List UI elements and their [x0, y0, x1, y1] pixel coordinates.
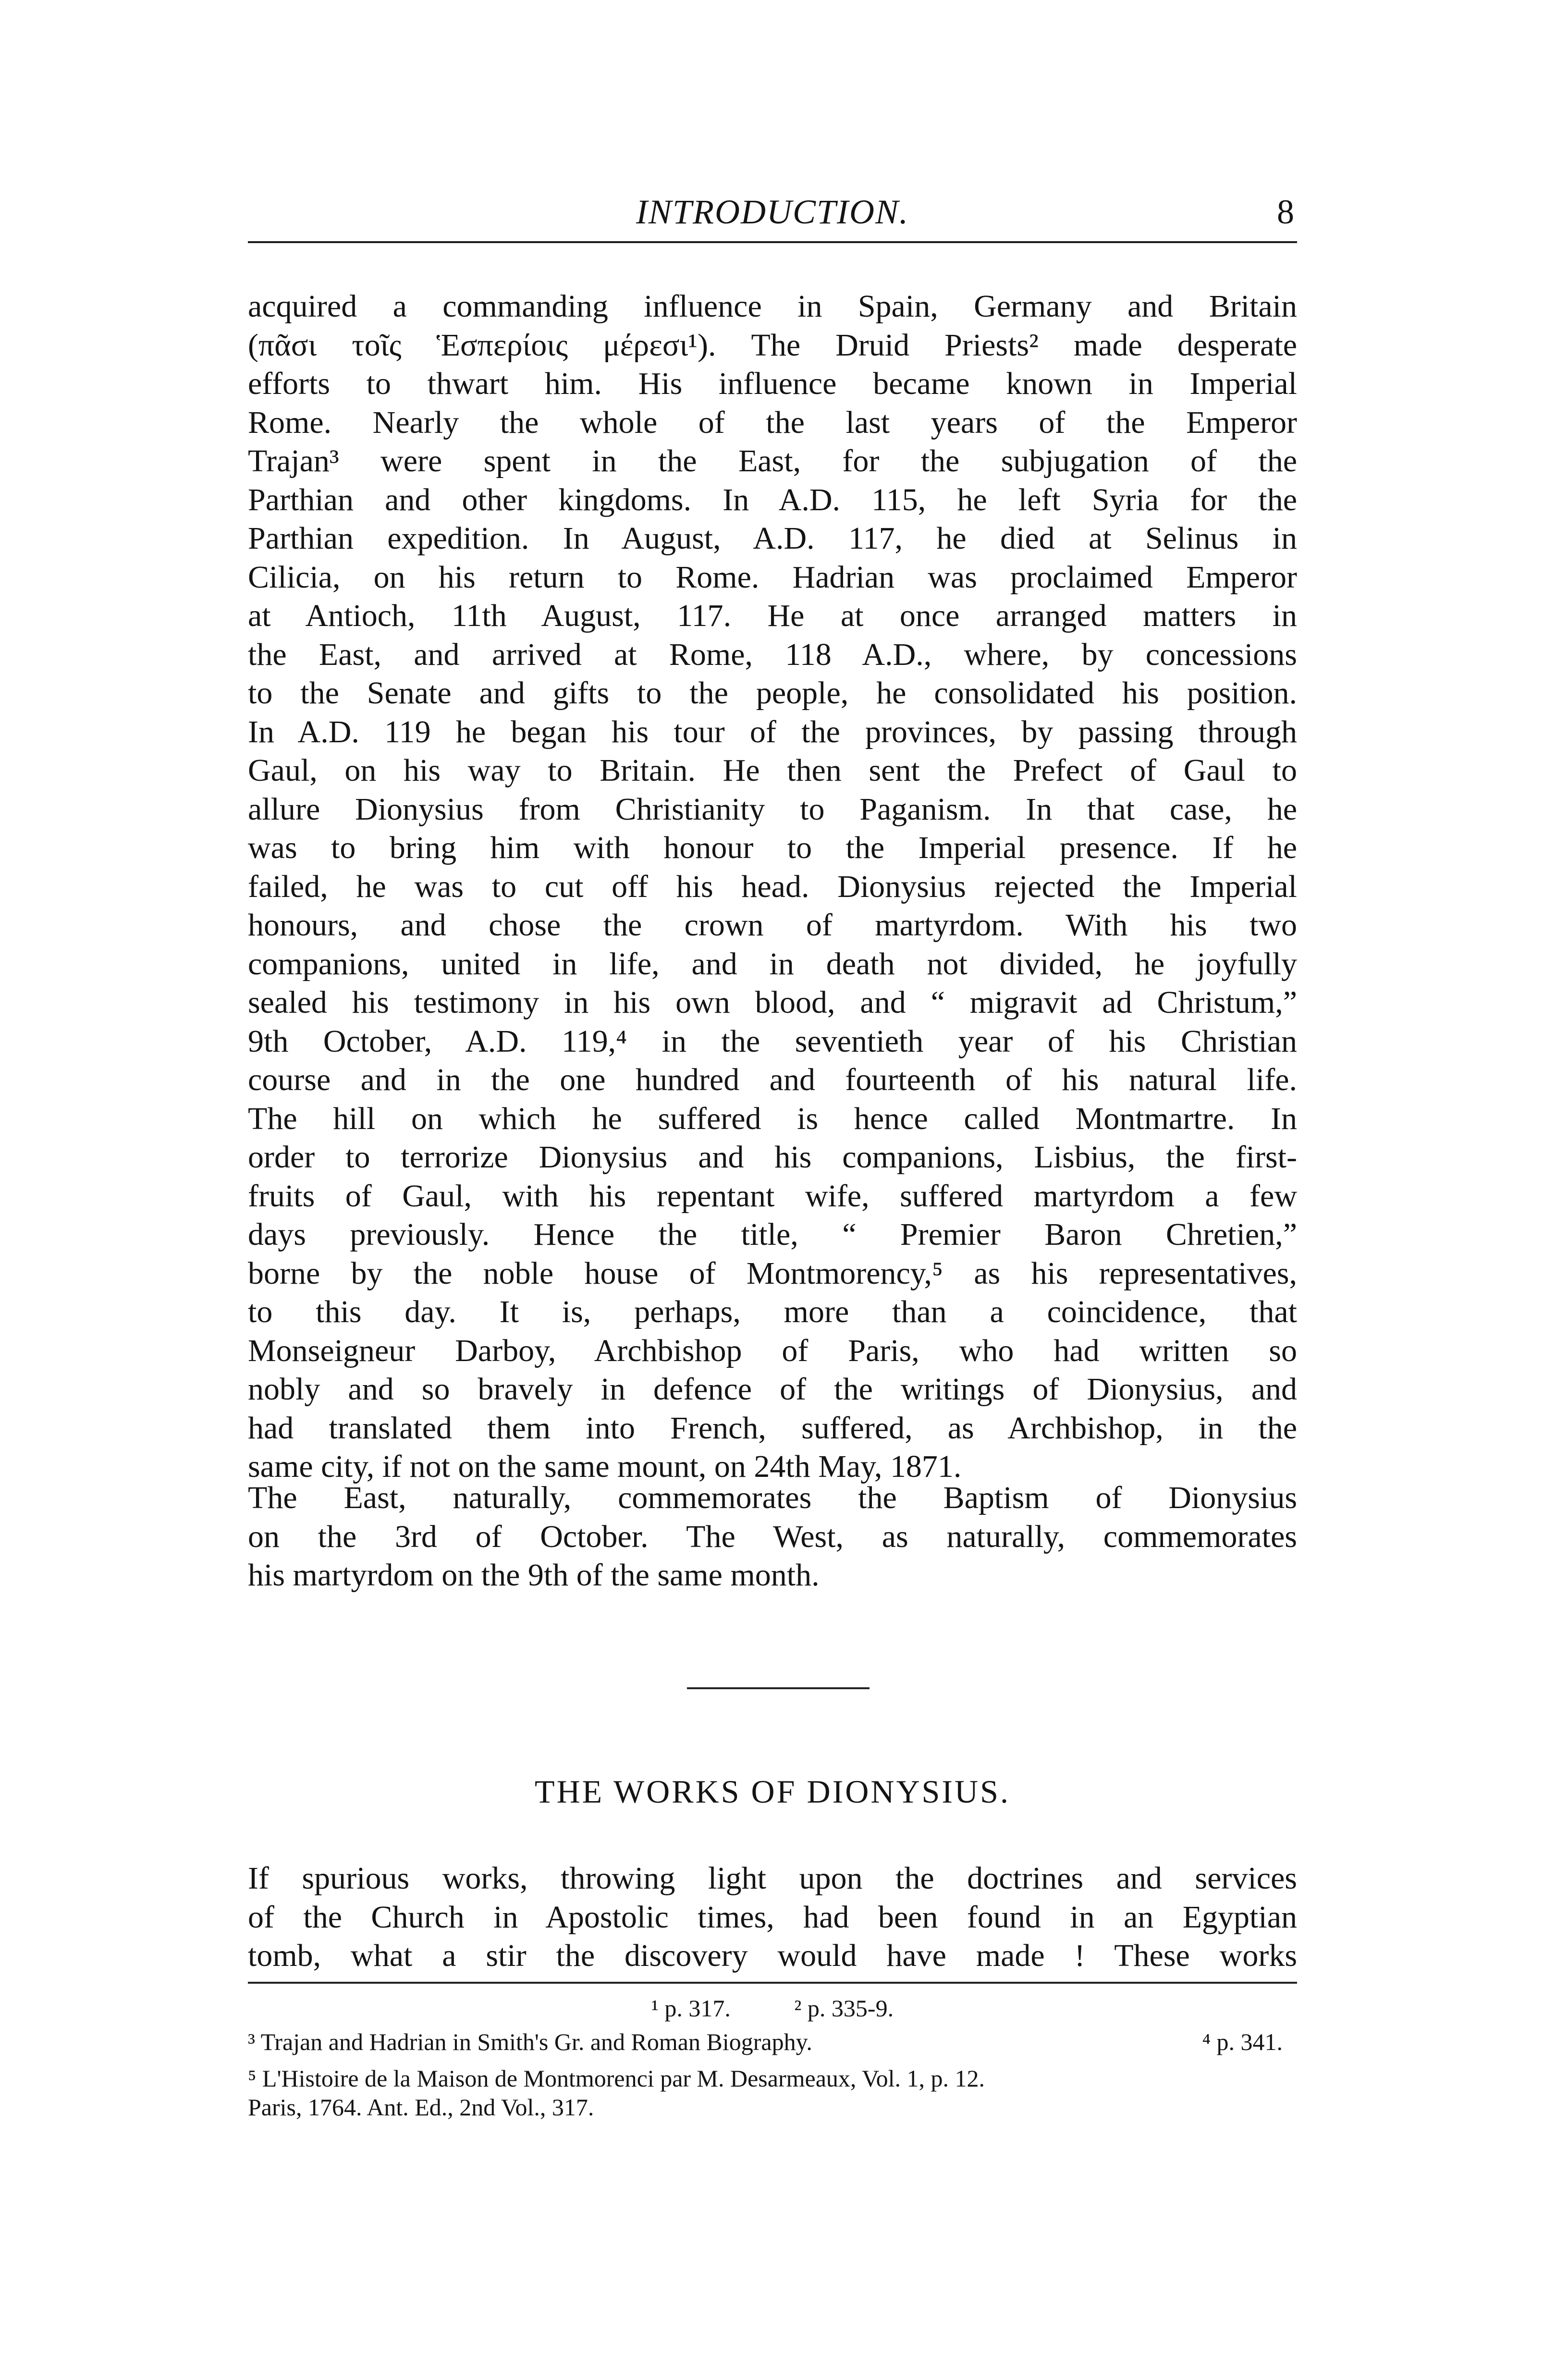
footnotes-row-2	[248, 2027, 1297, 2056]
text-line: at Antioch, 11th August, 117. He at once arranged matters in	[248, 598, 1297, 633]
text-line: sealed his testimony in his own blood, and “ migravit ad Christum,”	[248, 985, 1297, 1020]
footnote-5-line-1: ⁵ L'Histoire de la Maison de Montmorenci par M. Desarmeaux, Vol. 1, p. 12.	[248, 2065, 985, 2092]
text-line: the East, and arrived at Rome, 118 A.D., where, by concessions	[248, 637, 1297, 672]
text-line: In A.D. 119 he began his tour of the provinces, by passing through	[248, 714, 1297, 749]
paragraph-history	[248, 287, 1297, 1486]
text-line: Parthian expedition. In August, A.D. 117, he died at Selinus in	[248, 521, 1297, 556]
text-line: borne by the noble house of Montmorency,⁵ as his representatives,	[248, 1255, 1297, 1291]
page-number: 8	[1277, 193, 1294, 231]
text-line: failed, he was to cut off his head. Dionysius rejected the Imperial	[248, 869, 1297, 904]
running-header	[248, 188, 1297, 243]
footnote-3: ³ Trajan and Hadrian in Smith's Gr. and Roman Biography.	[248, 2028, 812, 2055]
text-line: on the 3rd of October. The West, as naturally, commemorates	[248, 1519, 1297, 1554]
text-line: tomb, what a stir the discovery would have made ! These works	[248, 1938, 1297, 1973]
text-line: honours, and chose the crown of martyrdom. With his two	[248, 908, 1297, 943]
text-line: nobly and so bravely in defence of the writings of Dionysius, and	[248, 1372, 1297, 1407]
text-line: days previously. Hence the title, “ Premier Baron Chretien,”	[248, 1217, 1297, 1252]
text-line: The East, naturally, commemorates the Baptism of Dionysius	[248, 1480, 1297, 1515]
text-line: (πᾶσι τοῖς Ἑσπερίοις μέρεσι¹). The Druid Priests² made desperate	[248, 327, 1297, 363]
text-line: If spurious works, throwing light upon the doctrines and services	[248, 1861, 1297, 1896]
running-header-title: INTRODUCTION.	[636, 193, 909, 231]
footnote-1: ¹ p. 317.	[651, 1995, 731, 2022]
section-divider	[687, 1687, 870, 1689]
footnotes-row-1	[248, 1994, 1297, 2023]
text-line: to the Senate and gifts to the people, he consolidated his position.	[248, 675, 1297, 711]
text-line: his martyrdom on the 9th of the same month.	[248, 1558, 820, 1593]
text-line: to this day. It is, perhaps, more than a coincidence, that	[248, 1294, 1297, 1329]
text-line: same city, if not on the same mount, on 24th May, 1871.	[248, 1449, 962, 1484]
footnote-2: ² p. 335-9.	[794, 1995, 894, 2022]
text-line: Rome. Nearly the whole of the last years of the Emperor	[248, 405, 1297, 440]
paragraph-commemoration	[248, 1479, 1297, 1595]
section-heading: THE WORKS OF DIONYSIUS.	[535, 1773, 1010, 1810]
text-line: efforts to thwart him. His influence became known in Imperial	[248, 366, 1297, 401]
text-line: had translated them into French, suffered, as Archbishop, in the	[248, 1410, 1297, 1446]
text-line: order to terrorize Dionysius and his companions, Lisbius, the first-	[248, 1140, 1297, 1175]
footnote-5	[248, 2064, 1297, 2122]
text-line: Parthian and other kingdoms. In A.D. 115, he left Syria for the	[248, 482, 1297, 517]
text-line: acquired a commanding influence in Spain, Germany and Britain	[248, 289, 1297, 324]
text-line: 9th October, A.D. 119,⁴ in the seventieth year of his Christian	[248, 1023, 1297, 1059]
text-line: of the Church in Apostolic times, had been found in an Egyptian	[248, 1899, 1297, 1935]
text-line: The hill on which he suffered is hence called Montmartre. In	[248, 1101, 1297, 1136]
text-line: fruits of Gaul, with his repentant wife, suffered martyrdom a few	[248, 1178, 1297, 1214]
text-line: was to bring him with honour to the Imperial presence. If he	[248, 830, 1297, 865]
footnote-4: ⁴ p. 341.	[1202, 2028, 1283, 2055]
text-line: Trajan³ were spent in the East, for the subjugation of the	[248, 443, 1297, 479]
text-line: Cilicia, on his return to Rome. Hadrian was proclaimed Emperor	[248, 559, 1297, 595]
footnote-5-line-2: Paris, 1764. Ant. Ed., 2nd Vol., 317.	[248, 2094, 594, 2121]
text-line: course and in the one hundred and fourteenth of his natural life.	[248, 1062, 1297, 1097]
paragraph-works	[248, 1859, 1297, 1976]
text-line: allure Dionysius from Christianity to Paganism. In that case, he	[248, 791, 1297, 827]
text-line: Monseigneur Darboy, Archbishop of Paris, who had written so	[248, 1333, 1297, 1368]
text-line: Gaul, on his way to Britain. He then sent the Prefect of Gaul to	[248, 753, 1297, 788]
text-line: companions, united in life, and in death not divided, he joyfully	[248, 946, 1297, 982]
footnote-rule	[248, 1982, 1297, 1984]
